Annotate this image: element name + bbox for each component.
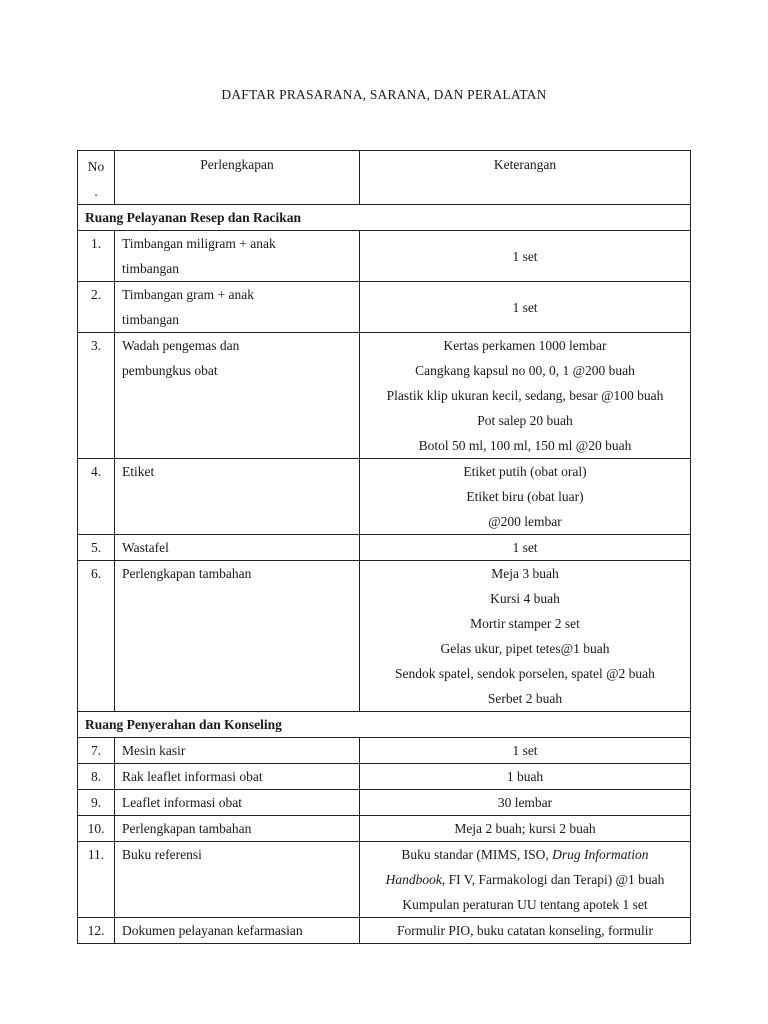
- row-desc-line: Plastik klip ukuran kecil, sedang, besar @100 buah: [386, 388, 664, 403]
- row-item-line: Timbangan gram + anak: [122, 287, 254, 302]
- row-item-line: timbangan: [122, 312, 179, 327]
- row-desc: Formulir PIO, buku catatan konseling, formulir: [360, 918, 691, 944]
- row-desc: 1 set: [360, 535, 691, 561]
- row-desc: 1 buah: [360, 764, 691, 790]
- row-desc: 1 set: [360, 282, 691, 333]
- row-number: 12.: [78, 918, 115, 944]
- row-item: Perlengkapan tambahan: [115, 816, 360, 842]
- row-number: 6.: [78, 561, 115, 712]
- row-number: 2.: [78, 282, 115, 333]
- table-row: [78, 459, 691, 535]
- page-title: DAFTAR PRASARANA, SARANA, DAN PERALATAN: [221, 87, 547, 102]
- table-row: [78, 816, 691, 842]
- row-item-line: pembungkus obat: [122, 363, 218, 378]
- row-desc: 1 set: [360, 231, 691, 282]
- row-item-line: Wadah pengemas dan: [122, 338, 240, 353]
- table-row: [78, 561, 691, 712]
- row-desc-line: Gelas ukur, pipet tetes@1 buah: [440, 641, 610, 656]
- row-number: 11.: [78, 842, 115, 918]
- row-number: 5.: [78, 535, 115, 561]
- row-item: [115, 282, 360, 333]
- row-desc-line: Serbet 2 buah: [487, 691, 563, 706]
- row-desc-line: Etiket putih (obat oral): [463, 464, 587, 479]
- row-desc: [360, 459, 691, 535]
- table-header-row: [78, 151, 691, 205]
- header-no: [78, 151, 115, 205]
- row-number: 1.: [78, 231, 115, 282]
- header-no-dot: .: [94, 184, 98, 199]
- row-desc-line: [360, 867, 690, 892]
- desc-italic-text: Drug Information: [552, 847, 649, 862]
- row-desc: 1 set: [360, 738, 691, 764]
- row-item: Etiket: [115, 459, 360, 535]
- row-number: 10.: [78, 816, 115, 842]
- header-desc: Keterangan: [360, 151, 691, 205]
- table-row: [78, 790, 691, 816]
- row-number: 9.: [78, 790, 115, 816]
- row-item-line: timbangan: [122, 261, 179, 276]
- row-number: 7.: [78, 738, 115, 764]
- row-item: Mesin kasir: [115, 738, 360, 764]
- row-item: Rak leaflet informasi obat: [115, 764, 360, 790]
- row-desc: [360, 842, 691, 918]
- table-row: [78, 535, 691, 561]
- row-desc-line: [360, 842, 690, 867]
- row-number: 3.: [78, 333, 115, 459]
- row-item: Buku referensi: [115, 842, 360, 918]
- header-item: Perlengkapan: [115, 151, 360, 205]
- section-row: [78, 712, 691, 738]
- desc-text: , FI V, Farmakologi dan Terapi) @1 buah: [441, 872, 665, 887]
- row-desc-line: Kumpulan peraturan UU tentang apotek 1 set: [402, 897, 648, 912]
- section-label: Ruang Pelayanan Resep dan Racikan: [78, 205, 691, 231]
- table-row: [78, 333, 691, 459]
- section-label: Ruang Penyerahan dan Konseling: [78, 712, 691, 738]
- header-no-label: No: [87, 159, 105, 174]
- table-row: [78, 282, 691, 333]
- table-row: [78, 764, 691, 790]
- row-desc-line: @200 lembar: [488, 514, 562, 529]
- row-item-line: Timbangan miligram + anak: [122, 236, 276, 251]
- table-row: [78, 842, 691, 918]
- row-desc: Meja 2 buah; kursi 2 buah: [360, 816, 691, 842]
- row-desc-line: Cangkang kapsul no 00, 0, 1 @200 buah: [415, 363, 635, 378]
- row-desc: 30 lembar: [360, 790, 691, 816]
- row-desc-line: Mortir stamper 2 set: [470, 616, 580, 631]
- row-desc: [360, 561, 691, 712]
- row-number: 4.: [78, 459, 115, 535]
- table-row: [78, 918, 691, 944]
- row-item: Dokumen pelayanan kefarmasian: [115, 918, 360, 944]
- row-desc: [360, 333, 691, 459]
- desc-italic-text: Handbook: [385, 872, 442, 887]
- row-item: Wastafel: [115, 535, 360, 561]
- row-desc-line: Pot salep 20 buah: [477, 413, 573, 428]
- equipment-table: [77, 150, 691, 944]
- table-row: [78, 231, 691, 282]
- row-desc-line: Kertas perkamen 1000 lembar: [443, 338, 607, 353]
- section-row: [78, 205, 691, 231]
- row-number: 8.: [78, 764, 115, 790]
- row-desc-line: Sendok spatel, sendok porselen, spatel @2 buah: [395, 666, 655, 681]
- table-row: [78, 738, 691, 764]
- row-item: [115, 333, 360, 459]
- row-desc-line: Kursi 4 buah: [490, 591, 560, 606]
- row-desc-line: Botol 50 ml, 100 ml, 150 ml @20 buah: [418, 438, 632, 453]
- row-item: [115, 231, 360, 282]
- row-item: Perlengkapan tambahan: [115, 561, 360, 712]
- desc-text: Buku standar (MIMS, ISO,: [401, 847, 553, 862]
- row-desc-line: Meja 3 buah: [491, 566, 559, 581]
- row-desc-line: Etiket biru (obat luar): [466, 489, 584, 504]
- row-item: Leaflet informasi obat: [115, 790, 360, 816]
